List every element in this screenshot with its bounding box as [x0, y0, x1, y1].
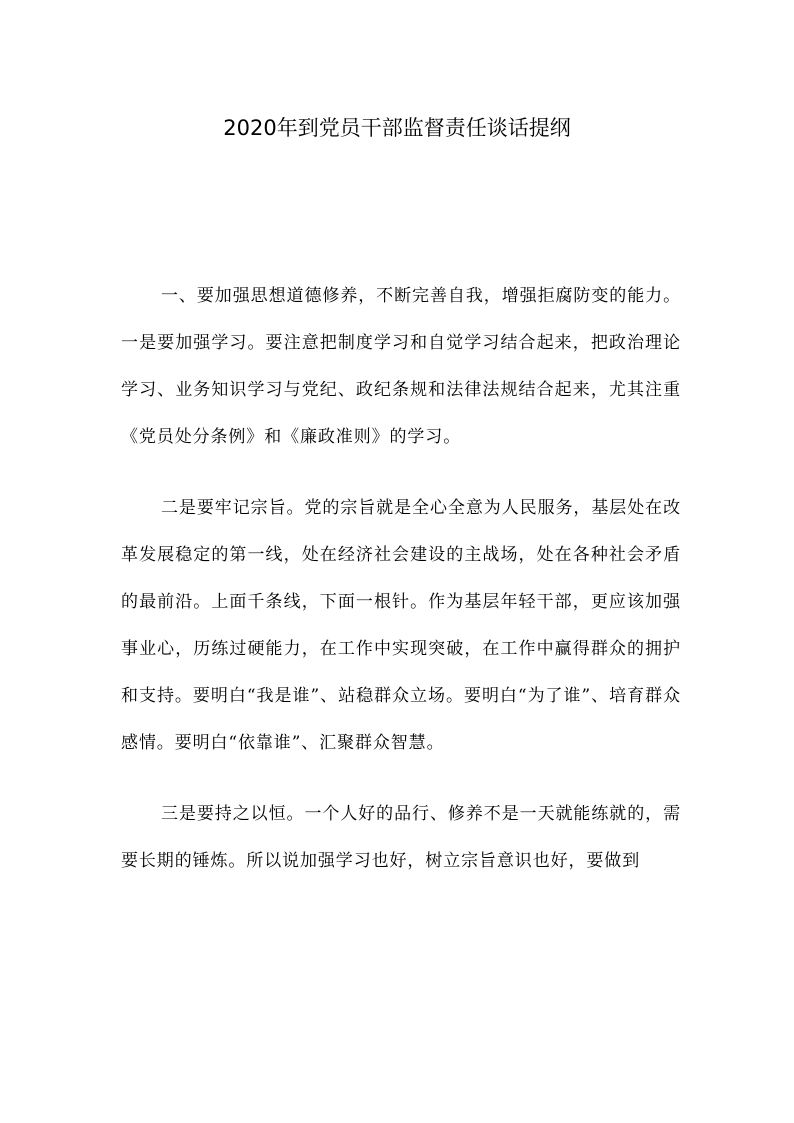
paragraph-2: 二是要牢记宗旨。党的宗旨就是全心全意为人民服务，基层处在改革发展稳定的第一线，处在经济社会建设的主战场，处在各种社会矛盾的最前沿。上面千条线，下面一根针。作为基层年轻干部，更应该加强事业心，历练过硬能力，在工作中实现突破，在工作中赢得群众的拥护和支持。要明白“我是谁”、站稳群众立场。要明白“为了谁”、培育群众感情。要明白“依靠谁”、汇聚群众智慧。 [121, 498, 681, 753]
paragraph-3: 三是要持之以恒。一个人好的品行、修养不是一天就能练就的，需要长期的锤炼。所以说加强学习也好，树立宗旨意识也好，要做到 [121, 804, 681, 871]
document-body [121, 273, 681, 909]
paragraph-1: 一、要加强思想道德修养，不断完善自我，增强拒腐防变的能力。一是要加强学习。要注意把制度学习和自觉学习结合起来，把政治理论学习、业务知识学习与党纪、政纪条规和法律法规结合起来，尤其注重《党员处分条例》和《廉政准则》的学习。 [121, 286, 681, 447]
document-title: 2020年到党员干部监督责任谈话提纲 [223, 116, 571, 140]
